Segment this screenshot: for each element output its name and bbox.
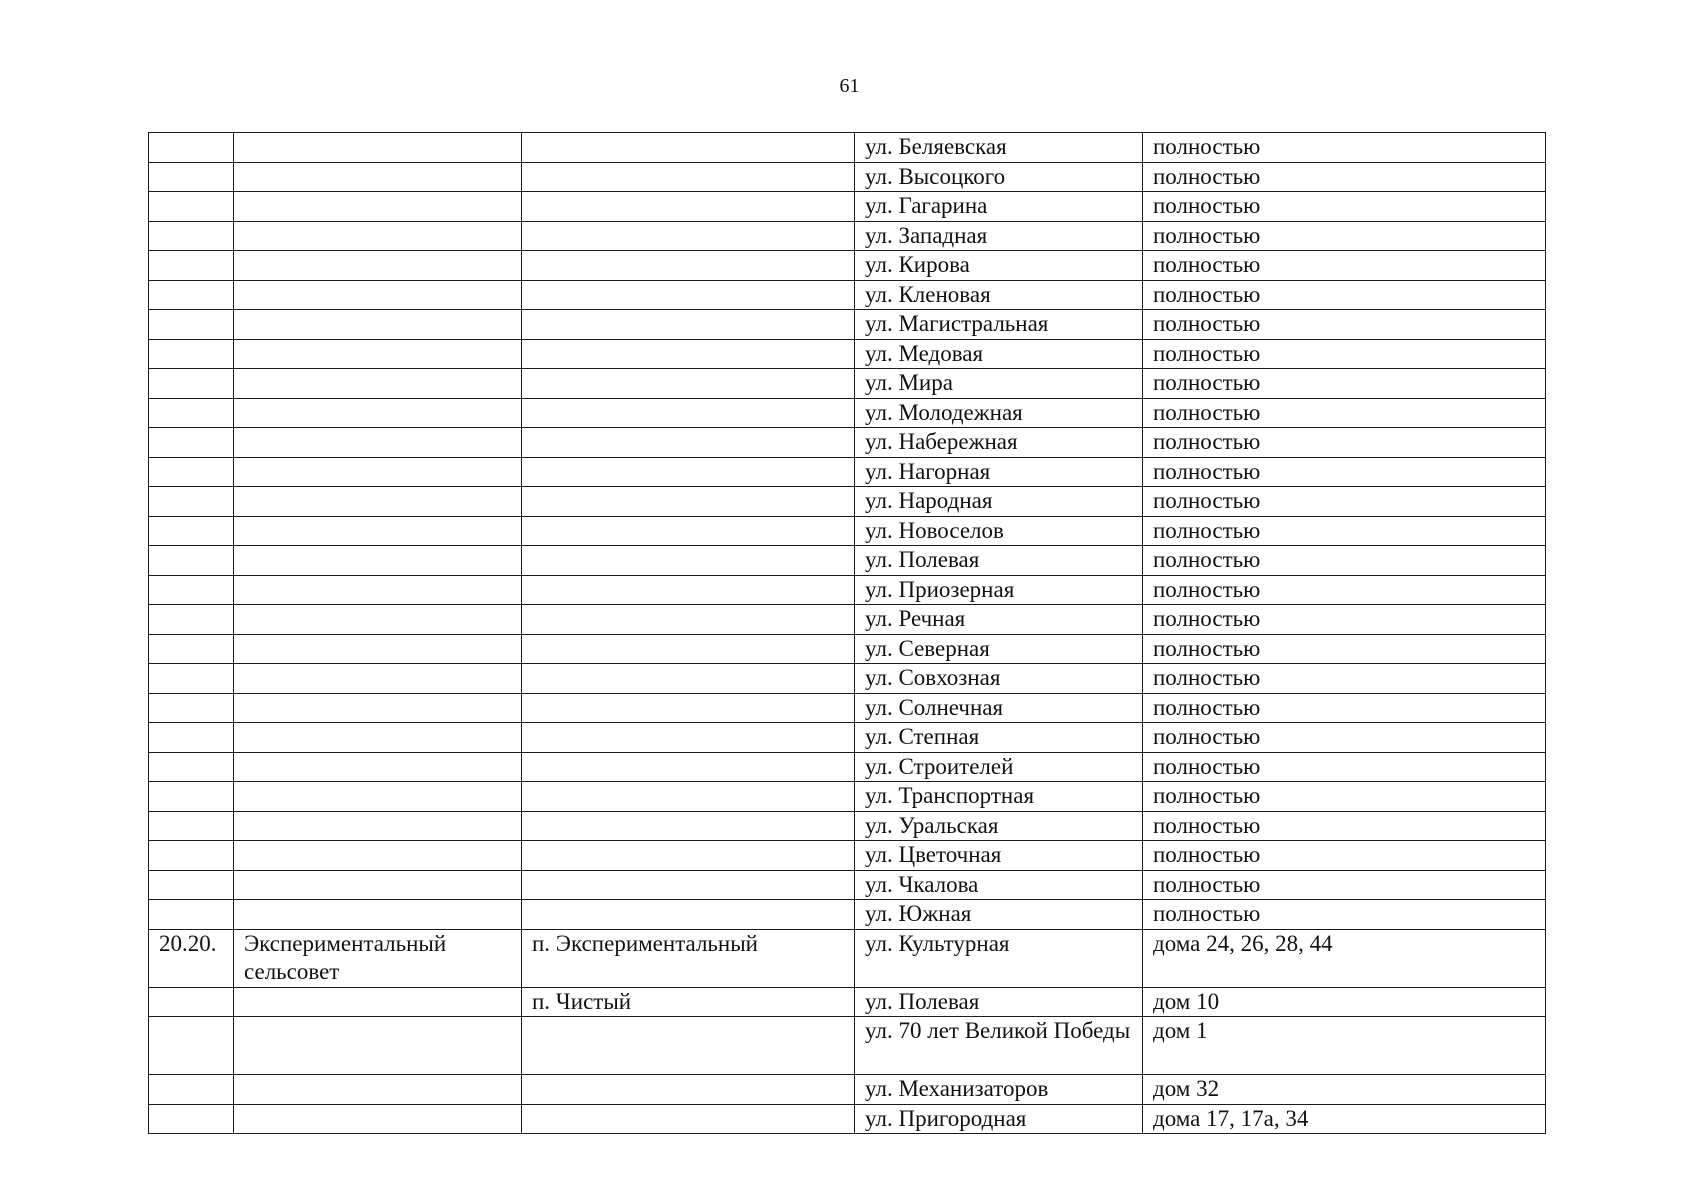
address-table bbox=[148, 132, 1546, 1134]
houses-cell: полностью bbox=[1143, 664, 1546, 694]
houses-cell: полностью bbox=[1143, 398, 1546, 428]
table-row bbox=[149, 929, 1546, 987]
settlement-cell bbox=[522, 339, 855, 369]
row-number-cell bbox=[149, 457, 234, 487]
settlement-cell bbox=[522, 310, 855, 340]
row-number-cell bbox=[149, 251, 234, 281]
council-cell bbox=[234, 221, 522, 251]
council-cell bbox=[234, 251, 522, 281]
settlement-cell: п. Экспериментальный bbox=[522, 929, 855, 987]
street-cell: ул. Северная bbox=[855, 634, 1143, 664]
houses-cell: полностью bbox=[1143, 516, 1546, 546]
street-cell: ул. Южная bbox=[855, 900, 1143, 930]
row-number-cell bbox=[149, 870, 234, 900]
table-row bbox=[149, 1075, 1546, 1105]
row-number-cell bbox=[149, 133, 234, 163]
council-cell bbox=[234, 1075, 522, 1105]
row-number-cell bbox=[149, 221, 234, 251]
council-cell bbox=[234, 487, 522, 517]
street-cell: ул. Магистральная bbox=[855, 310, 1143, 340]
houses-cell: полностью bbox=[1143, 280, 1546, 310]
street-cell: ул. Речная bbox=[855, 605, 1143, 635]
settlement-cell bbox=[522, 428, 855, 458]
street-cell: ул. Молодежная bbox=[855, 398, 1143, 428]
table-row bbox=[149, 841, 1546, 871]
table-row bbox=[149, 1017, 1546, 1075]
council-cell bbox=[234, 605, 522, 635]
page-number: 61 bbox=[839, 75, 860, 97]
row-number-cell bbox=[149, 664, 234, 694]
settlement-cell bbox=[522, 133, 855, 163]
houses-cell: полностью bbox=[1143, 339, 1546, 369]
houses-cell: полностью bbox=[1143, 634, 1546, 664]
street-cell: ул. Западная bbox=[855, 221, 1143, 251]
street-cell: ул. Набережная bbox=[855, 428, 1143, 458]
street-cell: ул. Медовая bbox=[855, 339, 1143, 369]
row-number-cell bbox=[149, 1075, 234, 1105]
settlement-cell bbox=[522, 1017, 855, 1075]
row-number-cell bbox=[149, 1017, 234, 1075]
row-number-cell bbox=[149, 987, 234, 1017]
row-number-cell bbox=[149, 723, 234, 753]
council-cell bbox=[234, 723, 522, 753]
street-cell: ул. Народная bbox=[855, 487, 1143, 517]
settlement-cell bbox=[522, 870, 855, 900]
street-cell: ул. Приозерная bbox=[855, 575, 1143, 605]
settlement-cell bbox=[522, 664, 855, 694]
houses-cell: полностью bbox=[1143, 221, 1546, 251]
table-row bbox=[149, 280, 1546, 310]
table-row bbox=[149, 339, 1546, 369]
street-cell: ул. Чкалова bbox=[855, 870, 1143, 900]
street-cell: ул. Пригородная bbox=[855, 1104, 1143, 1134]
council-cell bbox=[234, 457, 522, 487]
council-cell bbox=[234, 546, 522, 576]
row-number-cell bbox=[149, 310, 234, 340]
council-cell bbox=[234, 987, 522, 1017]
street-cell: ул. Кирова bbox=[855, 251, 1143, 281]
council-cell bbox=[234, 310, 522, 340]
row-number-cell bbox=[149, 841, 234, 871]
row-number-cell bbox=[149, 634, 234, 664]
row-number-cell bbox=[149, 428, 234, 458]
street-cell: ул. Нагорная bbox=[855, 457, 1143, 487]
houses-cell: полностью bbox=[1143, 870, 1546, 900]
council-cell bbox=[234, 900, 522, 930]
row-number-cell: 20.20. bbox=[149, 929, 234, 987]
council-cell bbox=[234, 841, 522, 871]
houses-cell: полностью bbox=[1143, 693, 1546, 723]
settlement-cell bbox=[522, 693, 855, 723]
council-cell bbox=[234, 516, 522, 546]
street-cell: ул. Цветочная bbox=[855, 841, 1143, 871]
table-row bbox=[149, 870, 1546, 900]
houses-cell: полностью bbox=[1143, 900, 1546, 930]
settlement-cell bbox=[522, 634, 855, 664]
street-cell: ул. Мира bbox=[855, 369, 1143, 399]
settlement-cell bbox=[522, 575, 855, 605]
table-row bbox=[149, 487, 1546, 517]
settlement-cell bbox=[522, 752, 855, 782]
houses-cell: дом 1 bbox=[1143, 1017, 1546, 1075]
settlement-cell bbox=[522, 1104, 855, 1134]
settlement-cell bbox=[522, 546, 855, 576]
table-row bbox=[149, 987, 1546, 1017]
row-number-cell bbox=[149, 693, 234, 723]
settlement-cell bbox=[522, 221, 855, 251]
council-cell bbox=[234, 369, 522, 399]
table-row bbox=[149, 782, 1546, 812]
settlement-cell bbox=[522, 782, 855, 812]
settlement-cell bbox=[522, 723, 855, 753]
row-number-cell bbox=[149, 339, 234, 369]
row-number-cell bbox=[149, 546, 234, 576]
council-cell bbox=[234, 752, 522, 782]
table-row bbox=[149, 752, 1546, 782]
settlement-cell bbox=[522, 487, 855, 517]
street-cell: ул. Полевая bbox=[855, 987, 1143, 1017]
street-cell: ул. Полевая bbox=[855, 546, 1143, 576]
street-cell: ул. Высоцкого bbox=[855, 162, 1143, 192]
street-cell: ул. Степная bbox=[855, 723, 1143, 753]
settlement-cell bbox=[522, 605, 855, 635]
table-row bbox=[149, 428, 1546, 458]
row-number-cell bbox=[149, 752, 234, 782]
table-row bbox=[149, 457, 1546, 487]
houses-cell: полностью bbox=[1143, 133, 1546, 163]
table-row bbox=[149, 516, 1546, 546]
table-row bbox=[149, 900, 1546, 930]
row-number-cell bbox=[149, 1104, 234, 1134]
council-cell bbox=[234, 811, 522, 841]
council-cell bbox=[234, 192, 522, 222]
table-row bbox=[149, 634, 1546, 664]
houses-cell: полностью bbox=[1143, 575, 1546, 605]
table-row bbox=[149, 605, 1546, 635]
houses-cell: полностью bbox=[1143, 546, 1546, 576]
street-cell: ул. Кленовая bbox=[855, 280, 1143, 310]
row-number-cell bbox=[149, 605, 234, 635]
council-cell bbox=[234, 664, 522, 694]
settlement-cell bbox=[522, 162, 855, 192]
houses-cell: дома 24, 26, 28, 44 bbox=[1143, 929, 1546, 987]
council-cell bbox=[234, 280, 522, 310]
table-row bbox=[149, 811, 1546, 841]
houses-cell: полностью bbox=[1143, 487, 1546, 517]
houses-cell: полностью bbox=[1143, 192, 1546, 222]
houses-cell: полностью bbox=[1143, 605, 1546, 635]
settlement-cell: п. Чистый bbox=[522, 987, 855, 1017]
settlement-cell bbox=[522, 251, 855, 281]
table-row bbox=[149, 723, 1546, 753]
table-row bbox=[149, 369, 1546, 399]
council-cell bbox=[234, 339, 522, 369]
row-number-cell bbox=[149, 192, 234, 222]
settlement-cell bbox=[522, 841, 855, 871]
council-cell bbox=[234, 634, 522, 664]
row-number-cell bbox=[149, 487, 234, 517]
street-cell: ул. 70 лет Великой Победы bbox=[855, 1017, 1143, 1075]
table-row bbox=[149, 192, 1546, 222]
settlement-cell bbox=[522, 457, 855, 487]
council-cell bbox=[234, 1104, 522, 1134]
table-row bbox=[149, 693, 1546, 723]
houses-cell: полностью bbox=[1143, 310, 1546, 340]
street-cell: ул. Гагарина bbox=[855, 192, 1143, 222]
table-row bbox=[149, 310, 1546, 340]
row-number-cell bbox=[149, 162, 234, 192]
settlement-cell bbox=[522, 811, 855, 841]
settlement-cell bbox=[522, 280, 855, 310]
row-number-cell bbox=[149, 280, 234, 310]
settlement-cell bbox=[522, 369, 855, 399]
houses-cell: полностью bbox=[1143, 752, 1546, 782]
row-number-cell bbox=[149, 516, 234, 546]
table-row bbox=[149, 1104, 1546, 1134]
table-row bbox=[149, 398, 1546, 428]
houses-cell: полностью bbox=[1143, 723, 1546, 753]
table-row bbox=[149, 133, 1546, 163]
table-row bbox=[149, 664, 1546, 694]
row-number-cell bbox=[149, 575, 234, 605]
table-row bbox=[149, 162, 1546, 192]
settlement-cell bbox=[522, 1075, 855, 1105]
settlement-cell bbox=[522, 900, 855, 930]
row-number-cell bbox=[149, 900, 234, 930]
council-cell bbox=[234, 428, 522, 458]
street-cell: ул. Совхозная bbox=[855, 664, 1143, 694]
row-number-cell bbox=[149, 811, 234, 841]
council-cell bbox=[234, 398, 522, 428]
houses-cell: полностью bbox=[1143, 162, 1546, 192]
street-cell: ул. Культурная bbox=[855, 929, 1143, 987]
council-cell bbox=[234, 1017, 522, 1075]
houses-cell: дом 10 bbox=[1143, 987, 1546, 1017]
council-cell bbox=[234, 870, 522, 900]
table-row bbox=[149, 251, 1546, 281]
council-cell bbox=[234, 162, 522, 192]
street-cell: ул. Беляевская bbox=[855, 133, 1143, 163]
street-cell: ул. Новоселов bbox=[855, 516, 1143, 546]
houses-cell: полностью bbox=[1143, 841, 1546, 871]
row-number-cell bbox=[149, 782, 234, 812]
council-cell bbox=[234, 575, 522, 605]
street-cell: ул. Солнечная bbox=[855, 693, 1143, 723]
council-cell bbox=[234, 693, 522, 723]
table-row bbox=[149, 546, 1546, 576]
houses-cell: дома 17, 17а, 34 bbox=[1143, 1104, 1546, 1134]
row-number-cell bbox=[149, 369, 234, 399]
settlement-cell bbox=[522, 192, 855, 222]
houses-cell: полностью bbox=[1143, 811, 1546, 841]
address-table-body bbox=[149, 133, 1546, 1134]
council-cell bbox=[234, 782, 522, 812]
table-row bbox=[149, 575, 1546, 605]
table-row bbox=[149, 221, 1546, 251]
houses-cell: дом 32 bbox=[1143, 1075, 1546, 1105]
street-cell: ул. Транспортная bbox=[855, 782, 1143, 812]
houses-cell: полностью bbox=[1143, 457, 1546, 487]
settlement-cell bbox=[522, 398, 855, 428]
settlement-cell bbox=[522, 516, 855, 546]
houses-cell: полностью bbox=[1143, 251, 1546, 281]
houses-cell: полностью bbox=[1143, 782, 1546, 812]
houses-cell: полностью bbox=[1143, 369, 1546, 399]
row-number-cell bbox=[149, 398, 234, 428]
houses-cell: полностью bbox=[1143, 428, 1546, 458]
street-cell: ул. Строителей bbox=[855, 752, 1143, 782]
council-cell bbox=[234, 133, 522, 163]
council-cell: Экспериментальный сельсовет bbox=[234, 929, 522, 987]
street-cell: ул. Механизаторов bbox=[855, 1075, 1143, 1105]
street-cell: ул. Уральская bbox=[855, 811, 1143, 841]
